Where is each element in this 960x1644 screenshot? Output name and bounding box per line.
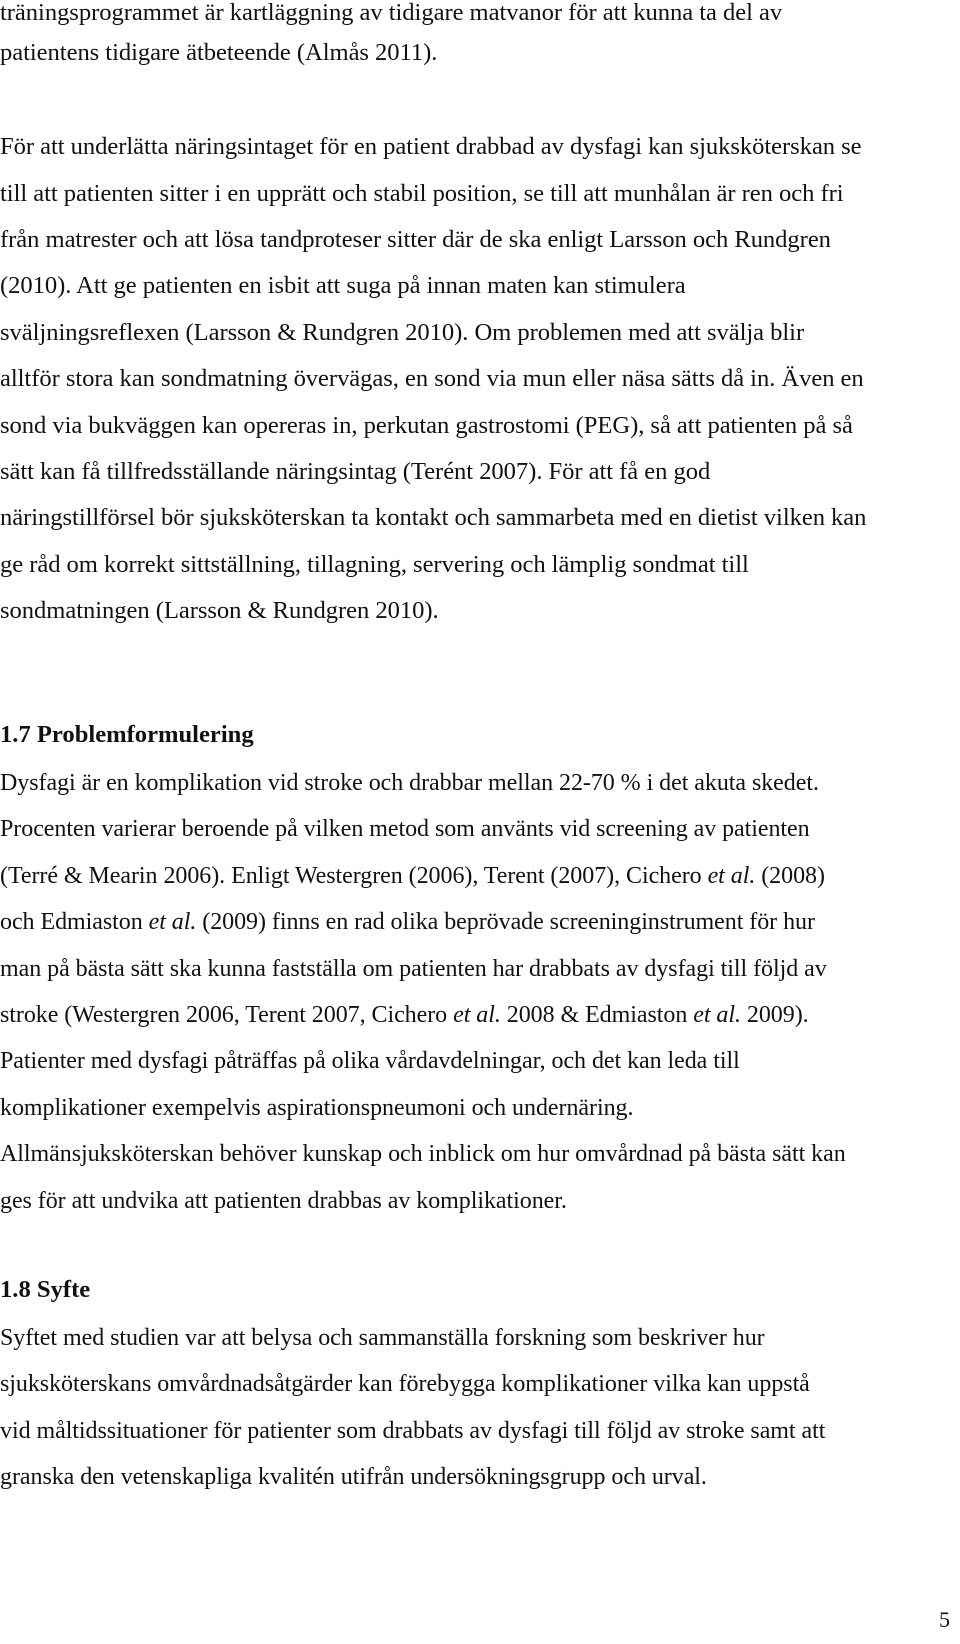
problem-line-8: komplikationer exempelvis aspirationspneumoni och undernäring. <box>0 1095 634 1121</box>
section-heading-syfte <box>0 1276 90 1304</box>
page-number: 5 <box>939 1607 950 1632</box>
feeding-line-11: sondmatningen (Larsson & Rundgren 2010). <box>0 597 439 624</box>
feeding-line-6: alltför stora kan sondmatning övervägas, en sond via mun eller näsa sätts då in. Även en <box>0 365 864 392</box>
problem-line-4-etal: et al. <box>148 909 197 935</box>
section-heading-problemformulering <box>0 721 254 749</box>
intro-line-1: träningsprogrammet är kartläggning av tidigare matvanor för att kunna ta del av <box>0 0 783 26</box>
feeding-line-4: (2010). Att ge patienten en isbit att suga på innan maten kan stimulera <box>0 272 686 299</box>
feeding-line-1: För att underlätta näringsintaget för en patient drabbad av dysfagi kan sjuksköterskan se <box>0 133 862 160</box>
syfte-line-2: sjuksköterskans omvårdnadsåtgärder kan förebygga komplikationer vilka kan uppstå <box>0 1371 810 1397</box>
feeding-line-5: sväljningsreflexen (Larsson & Rundgren 2010). Om problemen med att svälja blir <box>0 319 805 346</box>
problem-line-10: ges för att undvika att patienten drabbas av komplikationer. <box>0 1188 567 1214</box>
problem-line-6-etal-1: et al. <box>453 1002 501 1028</box>
section-number: 1.7 <box>0 721 31 748</box>
problem-line-6-part-c: 2008 & Edmiaston <box>500 1002 694 1028</box>
problem-line-6-part-e: 2009). <box>740 1002 809 1028</box>
feeding-line-8: sätt kan få tillfredsställande näringsintag (Terént 2007). För att få en god <box>0 458 711 485</box>
section-number: 1.8 <box>0 1276 31 1303</box>
problem-line-7: Patienter med dysfagi påträffas på olika vårdavdelningar, och det kan leda till <box>0 1048 740 1074</box>
feeding-line-10: ge råd om korrekt sittställning, tillagning, servering och lämplig sondmat till <box>0 551 749 578</box>
problem-line-2: Procenten varierar beroende på vilken metod som använts vid screening av patienten <box>0 816 810 842</box>
section-title: Problemformulering <box>36 721 254 748</box>
problem-line-4 <box>0 908 815 936</box>
problem-line-6 <box>0 1001 809 1029</box>
problem-line-3-part-c: (2008) <box>755 863 825 889</box>
feeding-line-7: sond via bukväggen kan opereras in, perkutan gastrostomi (PEG), så att patienten på så <box>0 412 853 439</box>
problem-line-6-part-a: stroke (Westergren 2006, Terent 2007, Cichero <box>0 1002 454 1028</box>
syfte-line-1: Syftet med studien var att belysa och sammanställa forskning som beskriver hur <box>0 1325 765 1351</box>
problem-line-6-etal-2: et al. <box>693 1002 741 1028</box>
syfte-line-3: vid måltidssituationer för patienter som drabbats av dysfagi till följd av stroke samt att <box>0 1418 826 1444</box>
section-title: Syfte <box>36 1276 91 1303</box>
problem-line-1: Dysfagi är en komplikation vid stroke och drabbar mellan 22-70 % i det akuta skedet. <box>0 770 819 796</box>
problem-line-3 <box>0 862 825 890</box>
feeding-line-3: från matrester och att lösa tandproteser sitter där de ska enligt Larsson och Rundgren <box>0 226 831 253</box>
intro-line-2: patientens tidigare ätbeteende (Almås 2011). <box>0 39 438 66</box>
problem-line-3-etal: et al. <box>707 863 756 889</box>
feeding-line-2: till att patienten sitter i en upprätt och stabil position, se till att munhålan är ren och fri <box>0 180 844 207</box>
problem-line-5: man på bästa sätt ska kunna fastställa om patienten har drabbats av dysfagi till följd av <box>0 956 827 982</box>
problem-line-4-part-c: (2009) finns en rad olika beprövade screeninginstrument för hur <box>196 909 815 935</box>
problem-line-3-part-a: (Terré & Mearin 2006). Enligt Westergren (2006), Terent (2007), Cichero <box>0 863 708 889</box>
problem-line-9: Allmänsjuksköterskan behöver kunskap och inblick om hur omvårdnad på bästa sätt kan <box>0 1141 846 1167</box>
syfte-line-4: granska den vetenskapliga kvalitén utifrån undersökningsgrupp och urval. <box>0 1464 707 1490</box>
problem-line-4-part-a: och Edmiaston <box>0 909 149 935</box>
feeding-line-9: näringstillförsel bör sjuksköterskan ta kontakt och sammarbeta med en dietist vilken kan <box>0 504 867 531</box>
